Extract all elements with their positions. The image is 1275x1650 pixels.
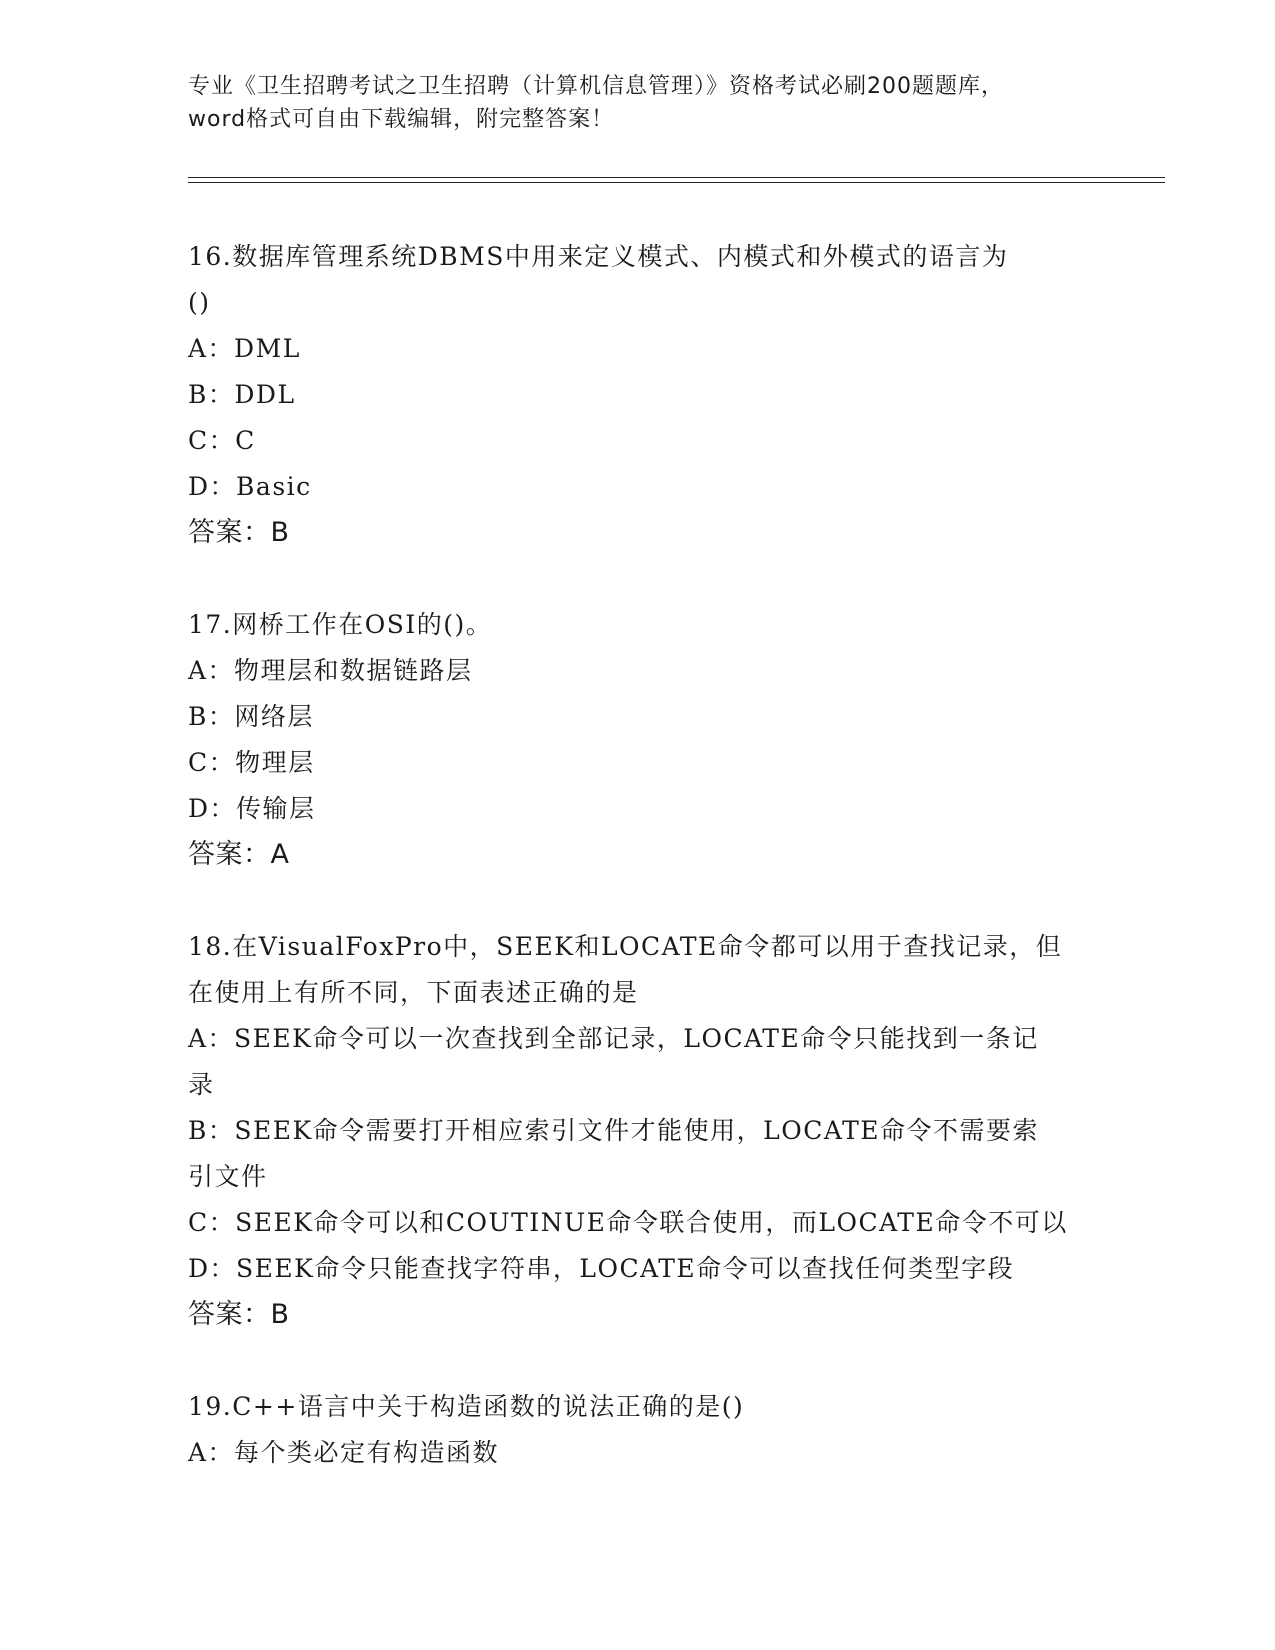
option-b: B：网络层 — [188, 702, 314, 731]
option-c: C：SEEK命令可以和COUTINUE命令联合使用，而LOCATE命令不可以 — [188, 1208, 1068, 1237]
question-16 — [188, 234, 1088, 556]
header-line-2: word格式可自由下载编辑，附完整答案！ — [188, 107, 615, 132]
option-a: A：物理层和数据链路层 — [188, 656, 473, 685]
answer: 答案：B — [188, 1299, 290, 1330]
question-19 — [188, 1384, 1088, 1476]
option-a: A：SEEK命令可以一次查找到全部记录，LOCATE命令只能找到一条记 — [188, 1024, 1039, 1053]
question-17 — [188, 602, 1088, 878]
header-divider-bottom — [188, 182, 1165, 183]
document-header — [188, 70, 1088, 136]
option-c: C：C — [188, 426, 256, 455]
option-b-continued: 引文件 — [188, 1162, 268, 1191]
header-line-1: 专业《卫生招聘考试之卫生招聘（计算机信息管理）》资格考试必刷200题题库， — [188, 74, 1004, 99]
option-d: D：SEEK命令只能查找字符串，LOCATE命令可以查找任何类型字段 — [188, 1254, 1015, 1283]
option-a-continued: 录 — [188, 1070, 215, 1099]
option-a: A：每个类必定有构造函数 — [188, 1438, 500, 1467]
answer: 答案：A — [188, 839, 290, 870]
question-stem: 在使用上有所不同，下面表述正确的是 — [188, 978, 639, 1007]
option-d: D：传输层 — [188, 794, 316, 823]
option-c: C：物理层 — [188, 748, 315, 777]
header-divider-top — [188, 177, 1165, 178]
question-list — [188, 234, 1088, 1522]
question-stem: () — [188, 288, 211, 317]
option-a: A：DML — [188, 334, 301, 363]
question-stem: 18.在VisualFoxPro中，SEEK和LOCATE命令都可以用于查找记录，但 — [188, 932, 1063, 961]
question-stem: 16.数据库管理系统DBMS中用来定义模式、内模式和外模式的语言为 — [188, 242, 1009, 271]
answer: 答案：B — [188, 517, 290, 548]
option-d: D：Basic — [188, 472, 312, 501]
option-b: B：SEEK命令需要打开相应索引文件才能使用，LOCATE命令不需要索 — [188, 1116, 1040, 1145]
option-b: B：DDL — [188, 380, 296, 409]
question-stem: 17.网桥工作在OSI的()。 — [188, 610, 493, 639]
question-18 — [188, 924, 1088, 1338]
question-stem: 19.C++语言中关于构造函数的说法正确的是() — [188, 1392, 745, 1421]
